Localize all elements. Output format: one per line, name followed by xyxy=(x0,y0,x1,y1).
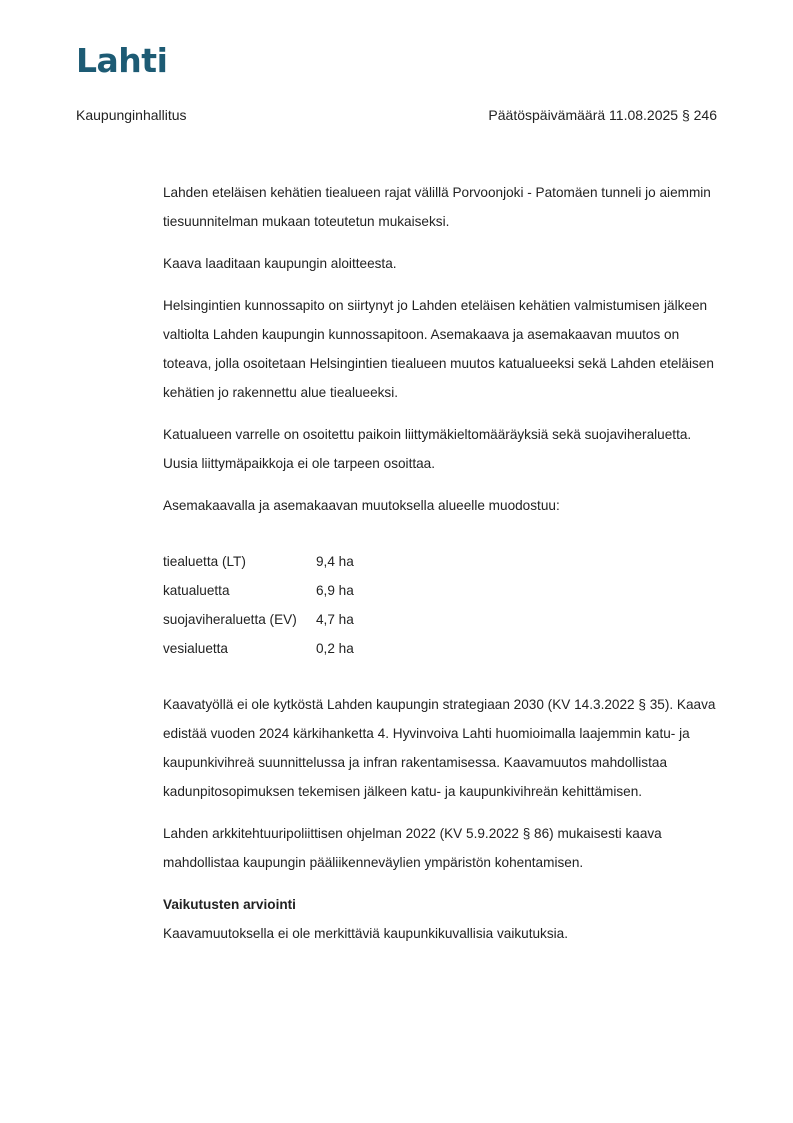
area-row xyxy=(163,576,723,605)
area-value: 9,4 ha xyxy=(316,554,354,569)
area-table xyxy=(163,547,723,663)
header-organization: Kaupunginhallitus xyxy=(76,107,187,123)
area-name: tiealuetta (LT) xyxy=(163,554,246,569)
area-name: suojaviheraluetta (EV) xyxy=(163,612,297,627)
lahti-logo: Lahti xyxy=(76,41,168,80)
document-body xyxy=(163,178,723,961)
header-decision-date: Päätöspäivämäärä 11.08.2025 § 246 xyxy=(488,107,717,123)
paragraph: Lahden eteläisen kehätien tiealueen rajat välillä Porvoonjoki - Patomäen tunneli jo aiemmin tiesuunnitelman mukaan toteutetun mukaiseksi. xyxy=(163,185,711,229)
area-value: 4,7 ha xyxy=(316,612,354,627)
paragraph: Katualueen varrelle on osoitettu paikoin liittymäkieltomääräyksiä sekä suojaviheraluetta. Uusia liittymäpaikkoja ei ole tarpeen osoittaa. xyxy=(163,427,692,471)
area-name: katualuetta xyxy=(163,583,230,598)
area-name: vesialuetta xyxy=(163,641,228,656)
area-value: 0,2 ha xyxy=(316,641,354,656)
paragraph: Lahden arkkitehtuuripoliittisen ohjelman 2022 (KV 5.9.2022 § 86) mukaisesti kaava mahdollistaa kaupungin pääliikenneväylien ympäristön kohentamisen. xyxy=(163,826,662,870)
paragraph: Kaava laaditaan kaupungin aloitteesta. xyxy=(163,256,397,271)
area-row xyxy=(163,547,723,576)
section-heading: Vaikutusten arviointi xyxy=(163,897,296,912)
area-row xyxy=(163,605,723,634)
area-value: 6,9 ha xyxy=(316,583,354,598)
paragraph: Asemakaavalla ja asemakaavan muutoksella alueelle muodostuu: xyxy=(163,498,560,513)
paragraph: Kaavatyöllä ei ole kytköstä Lahden kaupungin strategiaan 2030 (KV 14.3.2022 § 35). Kaava edistää vuoden 2024 kärkihanketta 4. Hyvinvoiva Lahti huomioimalla laajemmin katu- ja kaupunkivihreä suunnittelussa ja infran rakentamisessa. Kaavamuutos mahdollistaa kadunpitosopimuksen tekemisen jälkeen katu- ja kaupunkivihreän kehittämisen. xyxy=(163,697,716,799)
area-row xyxy=(163,634,723,663)
paragraph: Helsingintien kunnossapito on siirtynyt jo Lahden eteläisen kehätien valmistumisen jälkeen valtiolta Lahden kaupungin kunnossapitoon. Asemakaava ja asemakaavan muutos on toteava, jolla osoitetaan Helsingintien tiealueen muutos katualueeksi sekä Lahden eteläisen kehätien jo rakennettu alue tiealueeksi. xyxy=(163,298,714,400)
paragraph: Kaavamuutoksella ei ole merkittäviä kaupunkikuvallisia vaikutuksia. xyxy=(163,926,568,941)
